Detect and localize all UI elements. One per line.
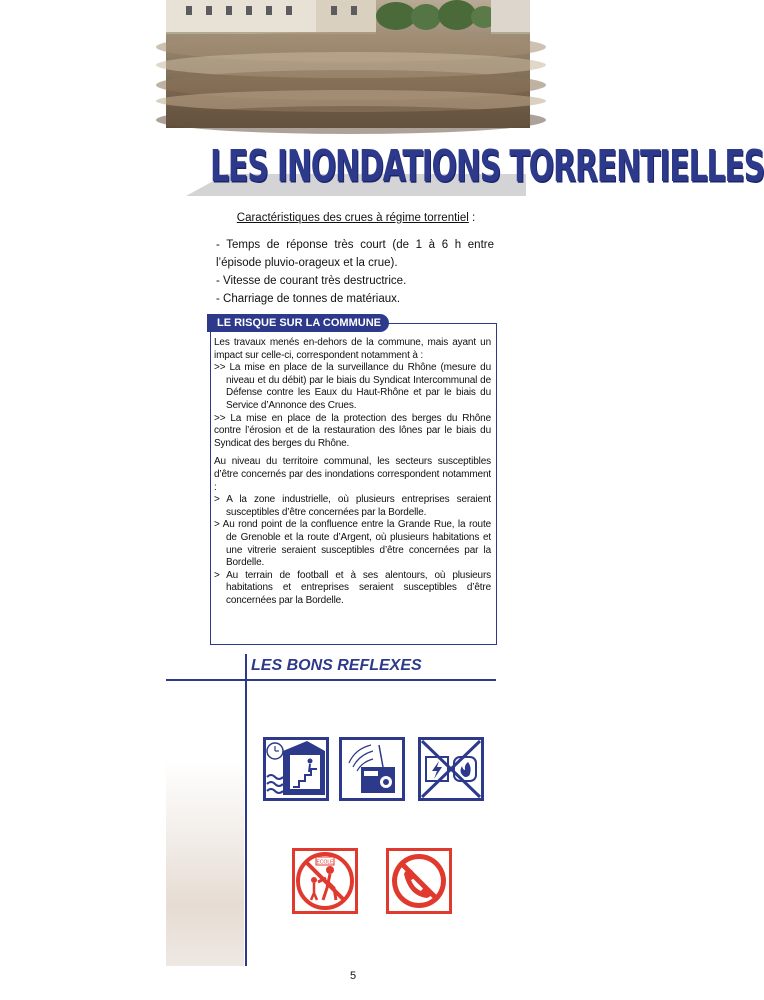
vertical-divider: [245, 654, 247, 966]
list-item: l’épisode pluvio-orageux et la crue).: [216, 257, 398, 269]
risk-text: [214, 337, 491, 607]
characteristics-list: [216, 236, 494, 308]
risk-tab-label: LE RISQUE SUR LA COMMUNE: [207, 314, 389, 332]
risk-paragraph: Les travaux menés en-dehors de la commune, mais ayant un impact sur celle-ci, correspondent notamment à :: [214, 337, 491, 361]
characteristics-heading-text: Caractéristiques des crues à régime torrentiel: [236, 212, 469, 224]
climb-upstairs-icon: [263, 737, 329, 801]
horizontal-divider: [166, 679, 496, 681]
risk-paragraph: >> La mise en place de la protection des berges du Rhône contre l’érosion et de la restauration des lônes par le biais du Syndicat des berges du Rhône.: [214, 412, 491, 449]
list-item: - Temps de réponse très court (de 1 à 6 h entre: [216, 239, 494, 251]
risk-paragraph: >> La mise en place de la surveillance du Rhône (mesure du niveau et du débit) par le biais du Syndicat Intercommunal de Défense contre les Eaux du Haut-Rhône et par le biais du Service d’Annonce des Crues.: [214, 362, 491, 411]
risk-paragraph: > Au terrain de football et à ses alentours, où plusieurs habitations et entreprises seraient susceptibles d’être concernées par la Bordelle.: [214, 569, 491, 606]
list-item: - Vitesse de courant très destructrice.: [216, 275, 407, 287]
characteristics-heading: [216, 212, 496, 224]
no-electricity-gas-icon: [418, 737, 484, 801]
reflexes-title: LES BONS REFLEXES: [251, 657, 422, 674]
list-item: - Charriage de tonnes de matériaux.: [216, 293, 401, 305]
risk-paragraph: > Au rond point de la confluence entre la Grande Rue, la route de Grenoble et la route d’Argent, où plusieurs habitations et une vitrerie seraient susceptibles d’être concernées par la Bordelle.: [214, 519, 491, 569]
title-block: [186, 140, 764, 200]
radio-icon: [339, 737, 405, 801]
risk-paragraph: > A la zone industrielle, où plusieurs entreprises seraient susceptibles d’être concernées par la Bordelle.: [214, 494, 491, 518]
no-phone-icon: [386, 848, 452, 914]
flood-photo: [166, 0, 530, 128]
no-school-pickup-icon: [292, 848, 358, 914]
school-sign-label: ECOLE: [316, 859, 334, 866]
side-decoration: [166, 760, 244, 966]
page-number: 5: [349, 970, 357, 982]
risk-paragraph: Au niveau du territoire communal, les secteurs susceptibles d’être concernés par des inondations correspondent notamment :: [214, 456, 491, 493]
page-title: LES INONDATIONS TORRENTIELLES: [210, 141, 764, 193]
characteristics-heading-suffix: :: [468, 212, 476, 224]
